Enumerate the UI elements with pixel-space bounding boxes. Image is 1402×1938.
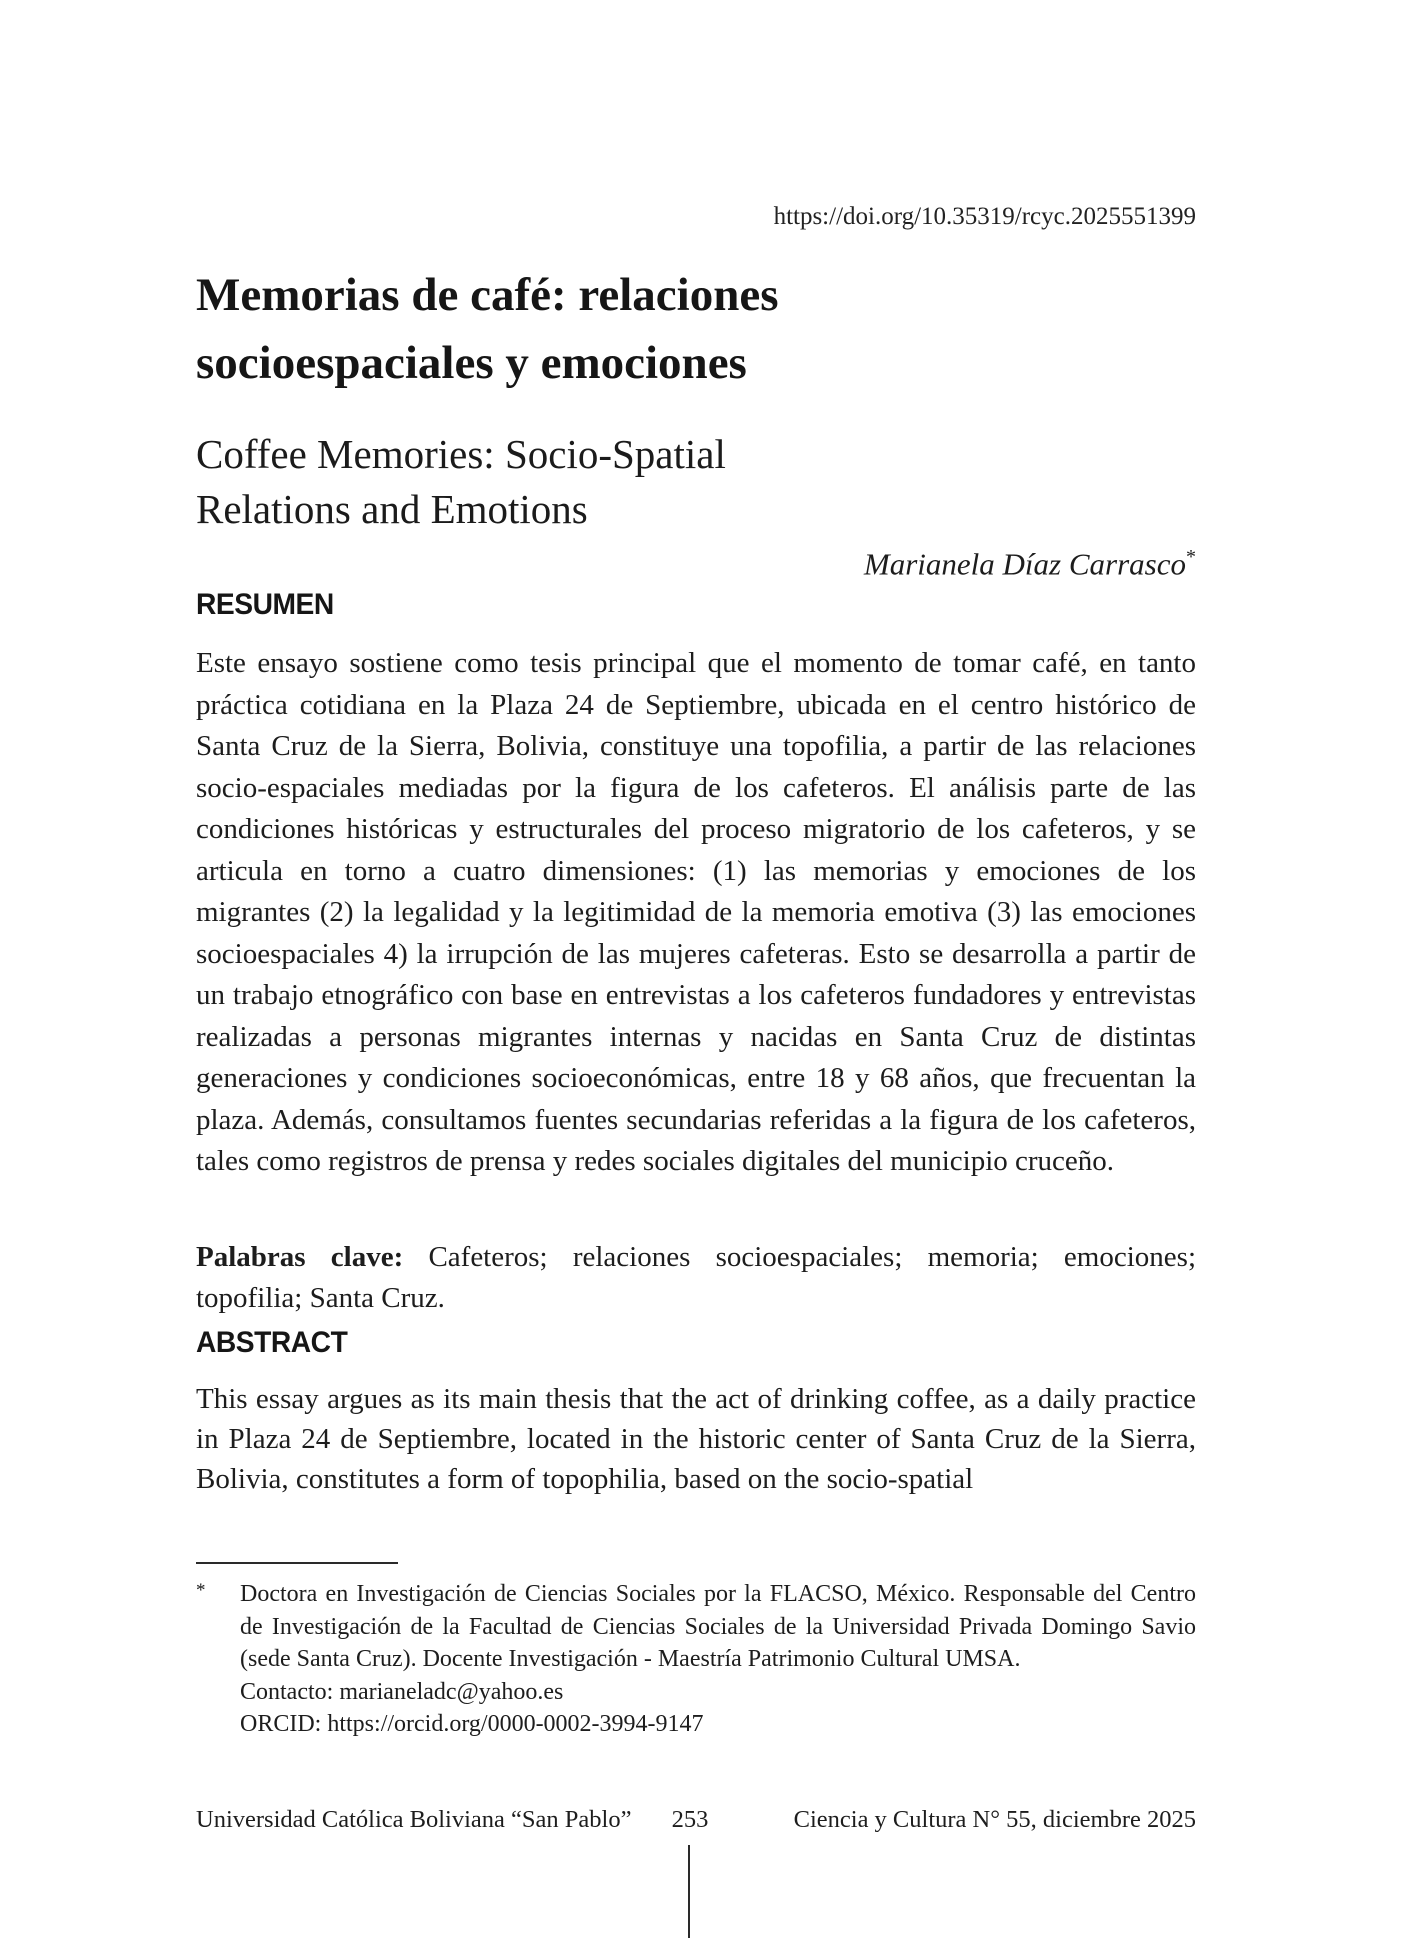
footer-center-vertical-rule (688, 1845, 690, 1938)
keywords-paragraph (196, 1237, 1196, 1319)
footnote-orcid-line (240, 1708, 1196, 1741)
footnote-contact-email[interactable]: marianeladc@yahoo.es (339, 1678, 564, 1705)
footnote-contact-label: Contacto: (240, 1678, 340, 1705)
article-title-spanish (196, 261, 1196, 397)
doi-link[interactable]: https://doi.org/10.35319/rcyc.2025551399 (773, 203, 1196, 230)
article-title-english-line2: Relations and Emotions (196, 486, 588, 532)
abstract-heading: ABSTRACT (196, 1326, 348, 1359)
footnote-contact-line (240, 1676, 1196, 1709)
article-title-spanish-line1: Memorias de café: relaciones (196, 269, 779, 321)
footnote-bio: Doctora en Investigación de Ciencias Sociales por la FLACSO, México. Responsable del Centro de Investigación de la Facultad de Ciencias Sociales de la Universidad Privada Domingo Savio (sede Santa Cruz). Docente Investigación - Maestría Patrimonio Cultural UMSA. (240, 1581, 1196, 1672)
footer-journal-issue: Ciencia y Cultura N° 55, diciembre 2025 (793, 1806, 1196, 1833)
footnote-orcid-url[interactable]: https://orcid.org/0000-0002-3994-9147 (327, 1711, 704, 1737)
resumen-heading: RESUMEN (196, 588, 334, 621)
abstract-text: This essay argues as its main thesis that the act of drinking coffee, as a daily practice in Plaza 24 de Septiembre, located in the historic center of Santa Cruz de la Sierra, Bolivia, constitutes a form of topophilia, based on the socio-spatial (196, 1383, 1196, 1495)
footnote-separator-rule (196, 1562, 398, 1564)
author-name: Marianela Díaz Carrasco (863, 546, 1186, 582)
author-footnote (196, 1578, 1196, 1741)
keywords-list: Cafeteros; relaciones socioespaciales; memoria; emociones; topofilia; Santa Cruz. (196, 1241, 1197, 1314)
footnote-marker: * (196, 1580, 206, 1601)
page-footer (196, 1806, 1196, 1840)
article-title-english (196, 427, 1196, 537)
article-title-spanish-line2: socioespaciales y emociones (196, 337, 747, 389)
author-footnote-marker: * (1186, 546, 1196, 568)
article-title-english-line1: Coffee Memories: Socio-Spatial (196, 431, 726, 477)
footer-page-number: 253 (671, 1806, 709, 1833)
keywords-label: Palabras clave: (196, 1241, 404, 1273)
footer-institution: Universidad Católica Boliviana “San Pablo” (196, 1806, 632, 1833)
footnote-orcid-label: ORCID: (240, 1711, 328, 1737)
resumen-text: Este ensayo sostiene como tesis principal que el momento de tomar café, en tanto práctica cotidiana en la Plaza 24 de Septiembre, ubicada en el centro histórico de Santa Cruz de la Sierra, Bolivia, constituye una topofilia, a partir de las relaciones socio-espaciales mediadas por la figura de los cafeteros. El análisis parte de las condiciones históricas y estructurales del proceso migratorio de los cafeteros, y se articula en torno a cuatro dimensiones: (1) las memorias y emociones de los migrantes (2) la legalidad y la legitimidad de la memoria emotiva (3) las emociones socioespaciales 4) la irrupción de las mujeres cafeteras. Esto se desarrolla a partir de un trabajo etnográfico con base en entrevistas a los cafeteros fundadores y entrevistas realizadas a personas migrantes internas y nacidas en Santa Cruz de distintas generaciones y condiciones socioeconómicas, entre 18 y 68 años, que frecuentan la plaza. Además, consultamos fuentes secundarias referidas a la figura de los cafeteros, tales como registros de prensa y redes sociales digitales del municipio cruceño. (196, 647, 1196, 1177)
author-byline (196, 546, 1196, 582)
